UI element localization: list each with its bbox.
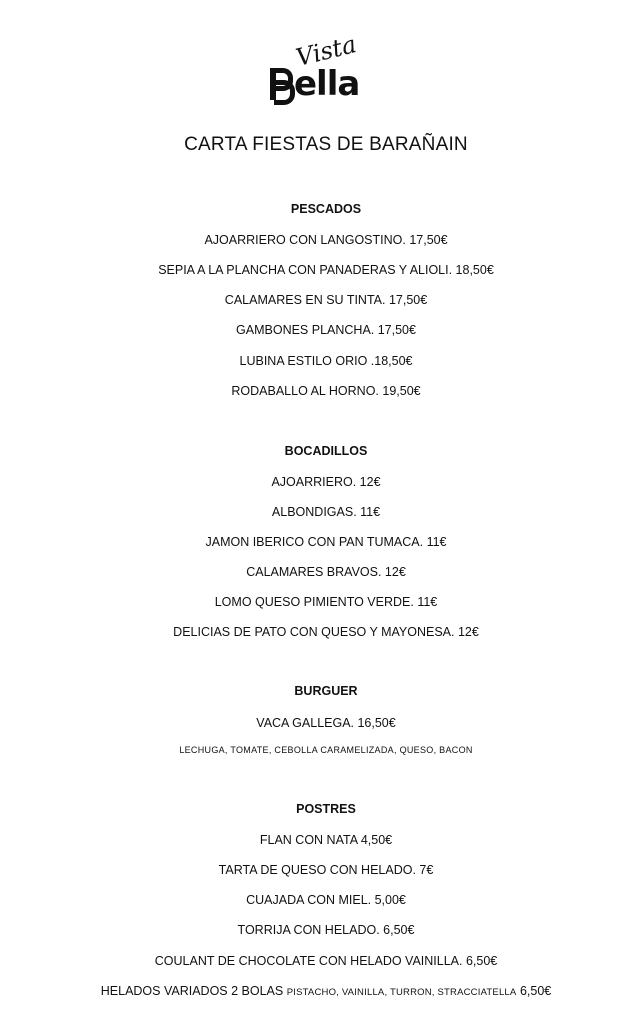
menu-item: JAMON IBERICO CON PAN TUMACA. 11€: [205, 535, 447, 549]
menu-item: GAMBONES PLANCHA. 17,50€: [236, 323, 416, 337]
menu-item: RODABALLO AL HORNO. 19,50€: [231, 384, 421, 398]
menu-item: TARTA DE QUESO CON HELADO. 7€: [218, 863, 434, 877]
menu-item: LUBINA ESTILO ORIO .18,50€: [239, 354, 413, 368]
logo-script-text: Vista: [293, 30, 360, 72]
page-title: CARTA FIESTAS DE BARAÑAIN: [184, 134, 468, 155]
menu-item: AJOARRIERO. 12€: [271, 475, 381, 489]
menu-item: LOMO QUESO PIMIENTO VERDE. 11€: [214, 595, 438, 609]
section-heading-pescados: PESCADOS: [290, 202, 362, 216]
menu-item: SEPIA A LA PLANCHA CON PANADERAS Y ALIOLI. 18,50€: [158, 263, 494, 277]
menu-item: ALBONDIGAS. 11€: [271, 505, 381, 519]
menu-item: TORRIJA CON HELADO. 6,50€: [237, 923, 415, 937]
menu-item: CALAMARES EN SU TINTA. 17,50€: [224, 293, 428, 307]
helados-flavors: PISTACHO, VAINILLA, TURRON, STRACCIATELLA: [286, 987, 517, 998]
helados-price: 6,50€: [519, 984, 552, 998]
logo-wordmark: [270, 64, 360, 104]
vista-bella-logo: [270, 30, 380, 114]
menu-item-helados: [0, 984, 642, 998]
menu-item: FLAN CON NATA 4,50€: [259, 833, 393, 847]
menu-item-description: LECHUGA, TOMATE, CEBOLLA CARAMELIZADA, QUESO, BACON: [179, 745, 473, 755]
menu-item: AJOARRIERO CON LANGOSTINO. 17,50€: [204, 233, 448, 247]
helados-name: HELADOS VARIADOS 2 BOLAS: [100, 984, 284, 998]
section-heading-bocadillos: BOCADILLOS: [284, 444, 368, 458]
menu-item: CUAJADA CON MIEL. 5,00€: [246, 893, 406, 907]
menu-item: CALAMARES BRAVOS. 12€: [246, 565, 406, 579]
section-heading-burguer: BURGUER: [294, 684, 358, 698]
menu-item: VACA GALLEGA. 16,50€: [256, 716, 396, 730]
menu-item: DELICIAS DE PATO CON QUESO Y MAYONESA. 12€: [173, 625, 479, 639]
section-heading-postres: POSTRES: [296, 802, 356, 816]
logo-main-text: ella: [294, 64, 360, 104]
logo-b-glyph: [270, 68, 292, 100]
menu-item: COULANT DE CHOCOLATE CON HELADO VAINILLA. 6,50€: [154, 954, 498, 968]
